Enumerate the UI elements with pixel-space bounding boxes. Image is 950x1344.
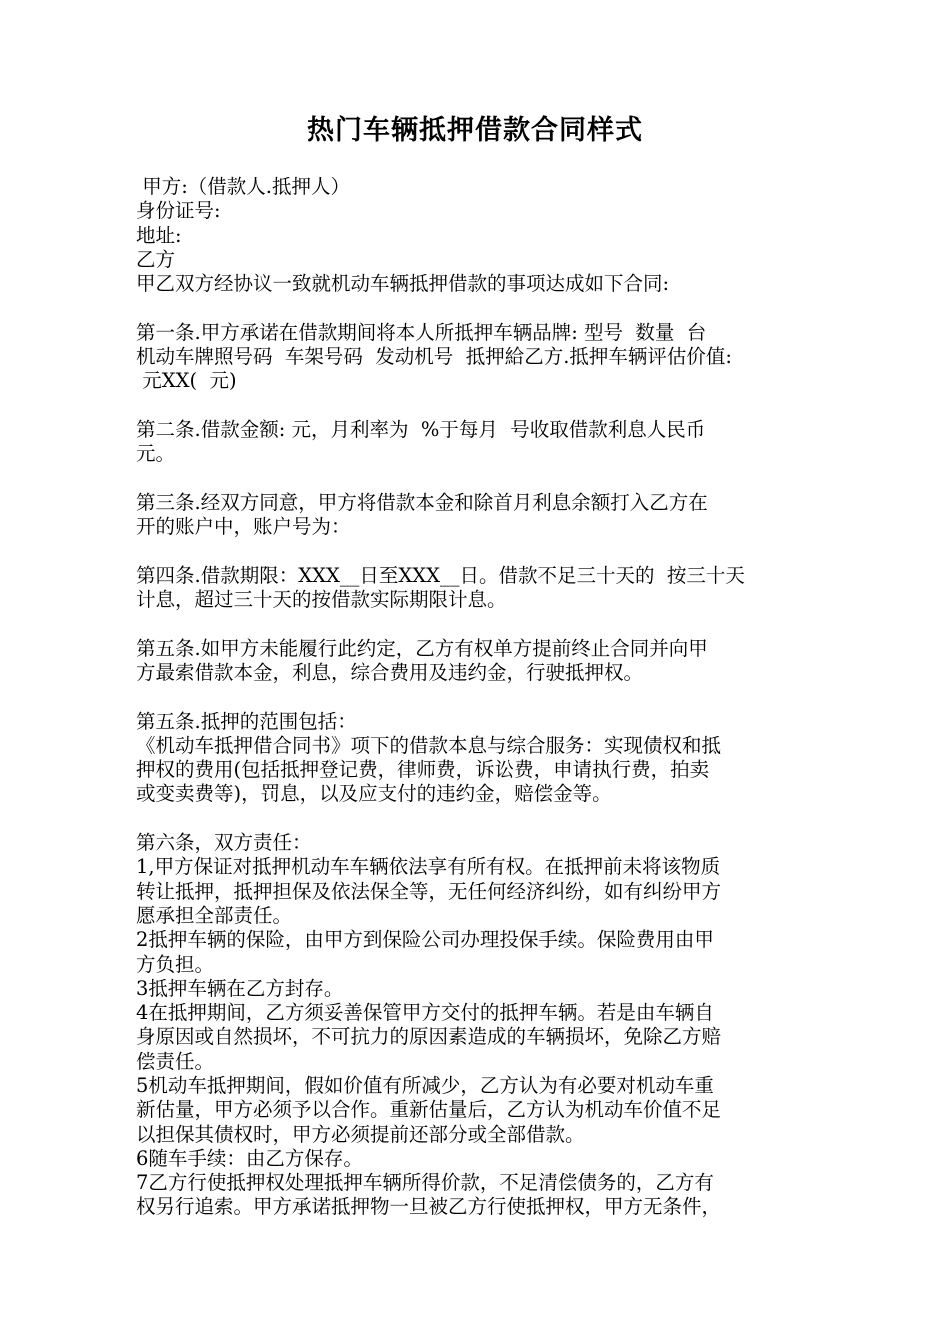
text-line: 3抵押车辆在乙方封存。 [136, 976, 344, 1000]
text-line: 第五条.抵押的范围包括： [136, 709, 357, 733]
blank-line [136, 467, 826, 491]
text-line: 机动车牌照号码 车架号码 发动机号 抵押給乙方.抵押车辆评估价值: [136, 345, 732, 369]
blank-line [136, 539, 826, 563]
text-line: 身原因或自然损坏，不可抗力的原因素造成的车辆损坏，免除乙方赔 [136, 1025, 722, 1049]
text-line: 地址: [136, 223, 182, 247]
text-line: 乙方 [136, 247, 176, 271]
text-line: 第六条，双方责任： [136, 831, 312, 855]
text-line: 第三条.经双方同意，甲方将借款本金和除首月利息余额打入乙方在 [136, 490, 708, 514]
text-line: 第一条.甲方承诺在借款期间将本人所抵押车辆品牌: 型号 数量 台 [136, 320, 707, 344]
blank-line [136, 685, 826, 709]
text-line: 甲乙双方经协议一致就机动车辆抵押借款的事项达成如下合同: [136, 272, 670, 296]
text-line: 4在抵押期间，乙方须妥善保管甲方交付的抵押车辆。若是由车辆自 [136, 1001, 714, 1025]
text-line: 转让抵押，抵押担保及依法保全等，无任何经济纠纷，如有纠纷甲方 [136, 879, 722, 903]
text-line: 第二条.借款金额: 元，月利率为 %于每月 号收取借款利息人民币 [136, 417, 706, 441]
document-body [136, 175, 826, 1220]
text-line: 计息，超过三十天的按借款实际期限计息。 [136, 588, 507, 612]
text-line: 甲方:（借款人.抵押人） [136, 175, 350, 198]
text-line: 第四条.借款期限：XXX__日至XXX__日。借款不足三十天的 按三十天 [136, 563, 745, 587]
text-line: 5机动车抵押期间，假如价值有所减少，乙方认为有必要对机动车重 [136, 1073, 714, 1097]
text-line: 方负担。 [136, 952, 215, 976]
text-line: 1,甲方保证对抵押机动车车辆依法享有所有权。在抵押前未将该物质 [136, 855, 721, 879]
document-title: 热门车辆抵押借款合同样式 [307, 115, 643, 146]
text-line: 偿责任。 [136, 1049, 215, 1073]
text-line: 第五条.如甲方未能履行此约定，乙方有权单方提前终止合同并向甲 [136, 636, 708, 660]
text-line: 6随车手续：由乙方保存。 [136, 1146, 363, 1170]
text-line: 身份证号: [136, 199, 221, 223]
text-line: 新估量，甲方必须予以合作。重新估量后，乙方认为机动车价值不足 [136, 1098, 722, 1122]
blank-line [136, 394, 826, 418]
text-line: 愿承担全部责任。 [136, 903, 293, 927]
text-line: 开的账户中，账户号为： [136, 515, 351, 539]
blank-line [136, 296, 826, 320]
blank-line [136, 612, 826, 636]
text-line: 以担保其债权时，甲方必须提前还部分或全部借款。 [136, 1122, 585, 1146]
blank-line [136, 807, 826, 831]
text-line: 元。 [136, 442, 176, 466]
text-line: 《机动车抵押借合同书》项下的借款本息与综合服务：实现债权和抵 [136, 733, 722, 757]
text-line: 2抵押车辆的保险，由甲方到保险公司办理投保手续。保险费用由甲 [136, 928, 714, 952]
text-line: 方最索借款本金，利息，综合费用及违约金，行驶抵押权。 [136, 660, 644, 684]
text-line: 押权的费用(包括抵押登记费，律师费，诉讼费，申请执行费，拍卖 [136, 758, 710, 782]
text-line: 或变卖费等)，罚息，以及应支付的违约金，赔偿金等。 [136, 782, 612, 806]
text-line: 权另行追索。甲方承诺抵押物一旦被乙方行使抵押权，甲方无条件， [136, 1195, 722, 1219]
text-line: 7乙方行使抵押权处理抵押车辆所得价款，不足清偿债务的，乙方有 [136, 1171, 714, 1195]
text-line: 元XX( 元) [136, 369, 237, 393]
